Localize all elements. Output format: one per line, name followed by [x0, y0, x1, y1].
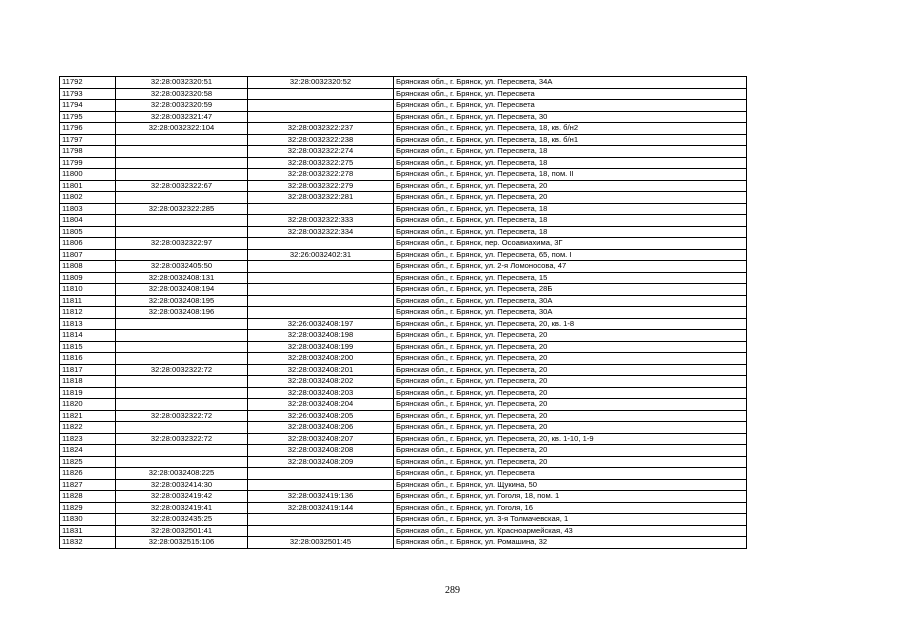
table-row — [60, 479, 747, 491]
record-number-cell: 11796 — [60, 123, 116, 135]
record-number-cell: 11828 — [60, 491, 116, 503]
address-cell: Брянская обл., г. Брянск, ул. 3-я Толмачевская, 1 — [394, 514, 747, 526]
land-cadastral-number-cell — [116, 422, 248, 434]
address-cell: Брянская обл., г. Брянск, ул. Пересвета, 30А — [394, 295, 747, 307]
building-cadastral-number-cell — [248, 468, 394, 480]
address-cell: Брянская обл., г. Брянск, ул. Пересвета, 18 — [394, 146, 747, 158]
table-row — [60, 387, 747, 399]
land-cadastral-number-cell: 32:28:0032501:41 — [116, 525, 248, 537]
building-cadastral-number-cell: 32:28:0032322:275 — [248, 157, 394, 169]
address-cell: Брянская обл., г. Брянск, ул. Пересвета, 20 — [394, 387, 747, 399]
land-cadastral-number-cell: 32:28:0032322:67 — [116, 180, 248, 192]
land-cadastral-number-cell: 32:28:0032320:58 — [116, 88, 248, 100]
table-row — [60, 537, 747, 549]
building-cadastral-number-cell: 32:28:0032322:237 — [248, 123, 394, 135]
table-row — [60, 226, 747, 238]
address-cell: Брянская обл., г. Брянск, ул. Пересвета, 18, кв. б/н2 — [394, 123, 747, 135]
land-cadastral-number-cell: 32:28:0032320:59 — [116, 100, 248, 112]
building-cadastral-number-cell: 32:28:0032408:204 — [248, 399, 394, 411]
table-row — [60, 261, 747, 273]
record-number-cell: 11817 — [60, 364, 116, 376]
table-row — [60, 330, 747, 342]
address-cell: Брянская обл., г. Брянск, ул. Пересвета, 20 — [394, 330, 747, 342]
table-row — [60, 77, 747, 89]
table-row — [60, 364, 747, 376]
building-cadastral-number-cell — [248, 284, 394, 296]
building-cadastral-number-cell — [248, 307, 394, 319]
building-cadastral-number-cell: 32:28:0032408:202 — [248, 376, 394, 388]
building-cadastral-number-cell: 32:28:0032408:199 — [248, 341, 394, 353]
address-cell: Брянская обл., г. Брянск, ул. Пересвета, 20 — [394, 456, 747, 468]
record-number-cell: 11800 — [60, 169, 116, 181]
table-row — [60, 88, 747, 100]
land-cadastral-number-cell: 32:28:0032320:51 — [116, 77, 248, 89]
land-cadastral-number-cell: 32:28:0032408:194 — [116, 284, 248, 296]
address-cell: Брянская обл., г. Брянск, ул. Пересвета, 20 — [394, 364, 747, 376]
address-cell: Брянская обл., г. Брянск, ул. Ромашина, 32 — [394, 537, 747, 549]
land-cadastral-number-cell — [116, 157, 248, 169]
building-cadastral-number-cell: 32:28:0032408:200 — [248, 353, 394, 365]
record-number-cell: 11830 — [60, 514, 116, 526]
building-cadastral-number-cell: 32:28:0032322:333 — [248, 215, 394, 227]
record-number-cell: 11795 — [60, 111, 116, 123]
address-cell: Брянская обл., г. Брянск, ул. Пересвета, 30 — [394, 111, 747, 123]
building-cadastral-number-cell: 32:28:0032408:209 — [248, 456, 394, 468]
table-row — [60, 203, 747, 215]
address-cell: Брянская обл., г. Брянск, ул. Пересвета, 20 — [394, 180, 747, 192]
building-cadastral-number-cell: 32:28:0032408:203 — [248, 387, 394, 399]
land-cadastral-number-cell: 32:28:0032322:285 — [116, 203, 248, 215]
cadastral-register-table — [59, 76, 747, 549]
building-cadastral-number-cell — [248, 272, 394, 284]
record-number-cell: 11799 — [60, 157, 116, 169]
address-cell: Брянская обл., г. Брянск, ул. Пересвета, 20 — [394, 376, 747, 388]
table-body — [60, 77, 747, 549]
building-cadastral-number-cell: 32:28:0032408:198 — [248, 330, 394, 342]
land-cadastral-number-cell: 32:28:0032419:41 — [116, 502, 248, 514]
address-cell: Брянская обл., г. Брянск, ул. Щукина, 50 — [394, 479, 747, 491]
address-cell: Брянская обл., г. Брянск, ул. Пересвета, 20 — [394, 410, 747, 422]
record-number-cell: 11802 — [60, 192, 116, 204]
land-cadastral-number-cell — [116, 134, 248, 146]
building-cadastral-number-cell — [248, 100, 394, 112]
address-cell: Брянская обл., г. Брянск, ул. Пересвета, 18 — [394, 215, 747, 227]
table-row — [60, 410, 747, 422]
table-row — [60, 376, 747, 388]
record-number-cell: 11831 — [60, 525, 116, 537]
table-row — [60, 249, 747, 261]
address-cell: Брянская обл., г. Брянск, ул. Пересвета, 18, пом. II — [394, 169, 747, 181]
table-row — [60, 353, 747, 365]
building-cadastral-number-cell — [248, 238, 394, 250]
table-row — [60, 146, 747, 158]
address-cell: Брянская обл., г. Брянск, ул. Гоголя, 18, пом. 1 — [394, 491, 747, 503]
record-number-cell: 11809 — [60, 272, 116, 284]
address-cell: Брянская обл., г. Брянск, ул. Пересвета, 30А — [394, 307, 747, 319]
record-number-cell: 11826 — [60, 468, 116, 480]
address-cell: Брянская обл., г. Брянск, ул. Пересвета, 34А — [394, 77, 747, 89]
building-cadastral-number-cell: 32:28:0032322:238 — [248, 134, 394, 146]
address-cell: Брянская обл., г. Брянск, ул. Пересвета, 20 — [394, 192, 747, 204]
land-cadastral-number-cell — [116, 226, 248, 238]
address-cell: Брянская обл., г. Брянск, ул. Пересвета, 18, кв. б/н1 — [394, 134, 747, 146]
address-cell: Брянская обл., г. Брянск, ул. Пересвета, 15 — [394, 272, 747, 284]
address-cell: Брянская обл., г. Брянск, ул. Гоголя, 16 — [394, 502, 747, 514]
record-number-cell: 11814 — [60, 330, 116, 342]
table-row — [60, 456, 747, 468]
record-number-cell: 11821 — [60, 410, 116, 422]
land-cadastral-number-cell — [116, 353, 248, 365]
table-row — [60, 445, 747, 457]
address-cell: Брянская обл., г. Брянск, ул. Пересвета, 20 — [394, 399, 747, 411]
land-cadastral-number-cell — [116, 399, 248, 411]
building-cadastral-number-cell: 32:28:0032322:279 — [248, 180, 394, 192]
land-cadastral-number-cell: 32:28:0032322:72 — [116, 410, 248, 422]
land-cadastral-number-cell — [116, 330, 248, 342]
record-number-cell: 11794 — [60, 100, 116, 112]
record-number-cell: 11819 — [60, 387, 116, 399]
address-cell: Брянская обл., г. Брянск, ул. Пересвета, 20 — [394, 422, 747, 434]
table-row — [60, 134, 747, 146]
address-cell: Брянская обл., г. Брянск, ул. Пересвета, 18 — [394, 203, 747, 215]
land-cadastral-number-cell — [116, 456, 248, 468]
page-number: 289 — [445, 585, 460, 596]
table-row — [60, 215, 747, 227]
table-row — [60, 180, 747, 192]
table-row — [60, 238, 747, 250]
table-row — [60, 399, 747, 411]
table-row — [60, 491, 747, 503]
table-row — [60, 157, 747, 169]
record-number-cell: 11825 — [60, 456, 116, 468]
building-cadastral-number-cell: 32:28:0032320:52 — [248, 77, 394, 89]
record-number-cell: 11824 — [60, 445, 116, 457]
building-cadastral-number-cell — [248, 479, 394, 491]
land-cadastral-number-cell: 32:28:0032408:196 — [116, 307, 248, 319]
record-number-cell: 11820 — [60, 399, 116, 411]
record-number-cell: 11798 — [60, 146, 116, 158]
record-number-cell: 11793 — [60, 88, 116, 100]
record-number-cell: 11805 — [60, 226, 116, 238]
table-row — [60, 502, 747, 514]
building-cadastral-number-cell: 32:28:0032408:207 — [248, 433, 394, 445]
table-row — [60, 100, 747, 112]
record-number-cell: 11806 — [60, 238, 116, 250]
address-cell: Брянская обл., г. Брянск, ул. Красноармейская, 43 — [394, 525, 747, 537]
record-number-cell: 11816 — [60, 353, 116, 365]
address-cell: Брянская обл., г. Брянск, ул. Пересвета, 20 — [394, 341, 747, 353]
land-cadastral-number-cell — [116, 215, 248, 227]
record-number-cell: 11797 — [60, 134, 116, 146]
building-cadastral-number-cell: 32:28:0032322:278 — [248, 169, 394, 181]
table-row — [60, 284, 747, 296]
land-cadastral-number-cell: 32:28:0032321:47 — [116, 111, 248, 123]
building-cadastral-number-cell: 32:26:0032408:197 — [248, 318, 394, 330]
address-cell: Брянская обл., г. Брянск, ул. Пересвета — [394, 100, 747, 112]
table-row — [60, 192, 747, 204]
table-row — [60, 514, 747, 526]
building-cadastral-number-cell: 32:28:0032419:144 — [248, 502, 394, 514]
address-cell: Брянская обл., г. Брянск, ул. Пересвета, 20 — [394, 353, 747, 365]
record-number-cell: 11822 — [60, 422, 116, 434]
record-number-cell: 11827 — [60, 479, 116, 491]
land-cadastral-number-cell — [116, 376, 248, 388]
building-cadastral-number-cell — [248, 261, 394, 273]
record-number-cell: 11829 — [60, 502, 116, 514]
land-cadastral-number-cell: 32:28:0032322:97 — [116, 238, 248, 250]
land-cadastral-number-cell — [116, 387, 248, 399]
building-cadastral-number-cell: 32:28:0032408:206 — [248, 422, 394, 434]
table-row — [60, 422, 747, 434]
record-number-cell: 11813 — [60, 318, 116, 330]
table-row — [60, 169, 747, 181]
building-cadastral-number-cell — [248, 295, 394, 307]
record-number-cell: 11832 — [60, 537, 116, 549]
building-cadastral-number-cell — [248, 525, 394, 537]
record-number-cell: 11792 — [60, 77, 116, 89]
address-cell: Брянская обл., г. Брянск, ул. 2-я Ломоносова, 47 — [394, 261, 747, 273]
record-number-cell: 11818 — [60, 376, 116, 388]
table-row — [60, 295, 747, 307]
table-row — [60, 468, 747, 480]
address-cell: Брянская обл., г. Брянск, ул. Пересвета, 18 — [394, 157, 747, 169]
address-cell: Брянская обл., г. Брянск, ул. Пересвета, 18 — [394, 226, 747, 238]
table-row — [60, 272, 747, 284]
table-row — [60, 111, 747, 123]
land-cadastral-number-cell — [116, 249, 248, 261]
record-number-cell: 11807 — [60, 249, 116, 261]
land-cadastral-number-cell: 32:28:0032322:104 — [116, 123, 248, 135]
building-cadastral-number-cell — [248, 111, 394, 123]
land-cadastral-number-cell — [116, 146, 248, 158]
land-cadastral-number-cell: 32:28:0032515:106 — [116, 537, 248, 549]
land-cadastral-number-cell — [116, 192, 248, 204]
building-cadastral-number-cell: 32:28:0032408:208 — [248, 445, 394, 457]
building-cadastral-number-cell: 32:28:0032322:274 — [248, 146, 394, 158]
record-number-cell: 11811 — [60, 295, 116, 307]
address-cell: Брянская обл., г. Брянск, пер. Осоавиахима, 3Г — [394, 238, 747, 250]
table-row — [60, 341, 747, 353]
record-number-cell: 11808 — [60, 261, 116, 273]
record-number-cell: 11812 — [60, 307, 116, 319]
table-row — [60, 307, 747, 319]
table-row — [60, 123, 747, 135]
land-cadastral-number-cell — [116, 169, 248, 181]
land-cadastral-number-cell — [116, 445, 248, 457]
table-row — [60, 318, 747, 330]
land-cadastral-number-cell — [116, 341, 248, 353]
land-cadastral-number-cell: 32:28:0032414:30 — [116, 479, 248, 491]
land-cadastral-number-cell: 32:28:0032408:195 — [116, 295, 248, 307]
record-number-cell: 11815 — [60, 341, 116, 353]
table-row — [60, 525, 747, 537]
land-cadastral-number-cell: 32:28:0032435:25 — [116, 514, 248, 526]
record-number-cell: 11804 — [60, 215, 116, 227]
address-cell: Брянская обл., г. Брянск, ул. Пересвета — [394, 468, 747, 480]
record-number-cell: 11803 — [60, 203, 116, 215]
building-cadastral-number-cell: 32:28:0032322:281 — [248, 192, 394, 204]
land-cadastral-number-cell — [116, 318, 248, 330]
building-cadastral-number-cell — [248, 88, 394, 100]
building-cadastral-number-cell: 32:28:0032501:45 — [248, 537, 394, 549]
building-cadastral-number-cell: 32:28:0032419:136 — [248, 491, 394, 503]
building-cadastral-number-cell: 32:28:0032408:201 — [248, 364, 394, 376]
land-cadastral-number-cell: 32:28:0032419:42 — [116, 491, 248, 503]
land-cadastral-number-cell: 32:28:0032408:225 — [116, 468, 248, 480]
building-cadastral-number-cell: 32:28:0032322:334 — [248, 226, 394, 238]
land-cadastral-number-cell: 32:28:0032405:50 — [116, 261, 248, 273]
address-cell: Брянская обл., г. Брянск, ул. Пересвета, 20, кв. 1-10, 1-9 — [394, 433, 747, 445]
address-cell: Брянская обл., г. Брянск, ул. Пересвета, 20, кв. 1-8 — [394, 318, 747, 330]
address-cell: Брянская обл., г. Брянск, ул. Пересвета — [394, 88, 747, 100]
address-cell: Брянская обл., г. Брянск, ул. Пересвета, 20 — [394, 445, 747, 457]
land-cadastral-number-cell: 32:28:0032408:131 — [116, 272, 248, 284]
building-cadastral-number-cell — [248, 514, 394, 526]
address-cell: Брянская обл., г. Брянск, ул. Пересвета, 28Б — [394, 284, 747, 296]
record-number-cell: 11801 — [60, 180, 116, 192]
building-cadastral-number-cell — [248, 203, 394, 215]
land-cadastral-number-cell: 32:28:0032322:72 — [116, 364, 248, 376]
record-number-cell: 11810 — [60, 284, 116, 296]
table-row — [60, 433, 747, 445]
building-cadastral-number-cell: 32:26:0032408:205 — [248, 410, 394, 422]
land-cadastral-number-cell: 32:28:0032322:72 — [116, 433, 248, 445]
record-number-cell: 11823 — [60, 433, 116, 445]
building-cadastral-number-cell: 32:26:0032402:31 — [248, 249, 394, 261]
address-cell: Брянская обл., г. Брянск, ул. Пересвета, 65, пом. I — [394, 249, 747, 261]
